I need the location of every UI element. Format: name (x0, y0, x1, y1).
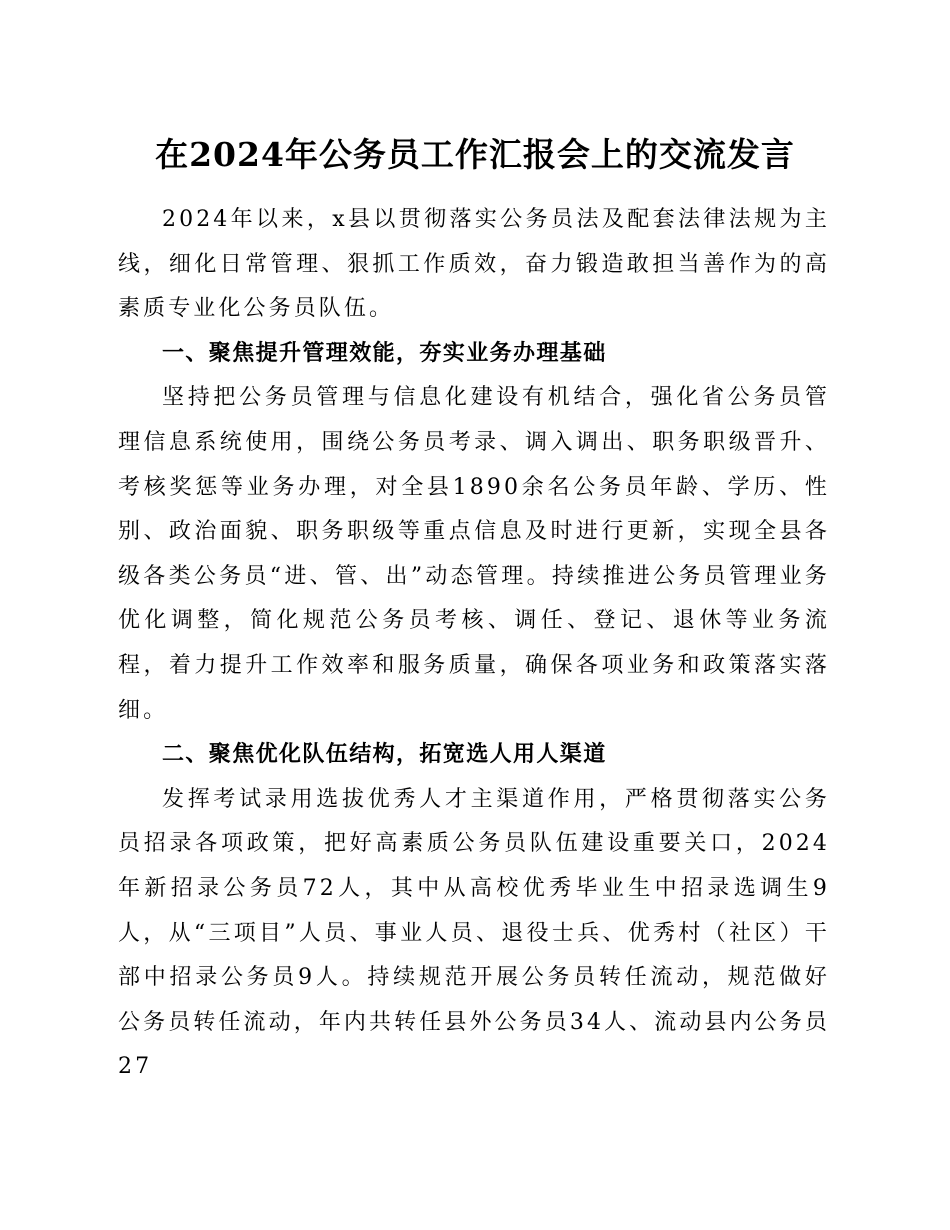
section-1-paragraph: 坚持把公务员管理与信息化建设有机结合，强化省公务员管理信息系统使用，围绕公务员考录、调入调出、职务职级晋升、考核奖惩等业务办理，对全县1890余名公务员年龄、学历、性别、政治面貌、职务职级等重点信息及时进行更新，实现全县各级各类公务员“进、管、出”动态管理。持续推进公务员管理业务优化调整，简化规范公务员考核、调任、登记、退休等业务流程，着力提升工作效率和服务质量，确保各项业务和政策落实落细。 (118, 385, 830, 723)
section-1-heading: 一、聚焦提升管理效能，夯实业务办理基础 (162, 340, 607, 366)
document-body (118, 198, 830, 1090)
intro-paragraph: 2024年以来，x县以贯彻落实公务员法及配套法律法规为主线，细化日常管理、狠抓工作质效，奋力锻造敢担当善作为的高素质专业化公务员队伍。 (118, 207, 830, 322)
section-2-paragraph: 发挥考试录用选拔优秀人才主渠道作用，严格贯彻落实公务员招录各项政策，把好高素质公务员队伍建设重要关口，2024年新招录公务员72人，其中从高校优秀毕业生中招录选调生9人，从“三项目”人员、事业人员、退役士兵、优秀村（社区）干部中招录公务员9人。持续规范开展公务员转任流动，规范做好公务员转任流动，年内共转任县外公务员34人、流动县内公务员27 (118, 786, 830, 1080)
section-2-heading: 二、聚焦优化队伍结构，拓宽选人用人渠道 (162, 742, 607, 768)
document-title: 在2024年公务员工作汇报会上的交流发言 (155, 135, 795, 174)
